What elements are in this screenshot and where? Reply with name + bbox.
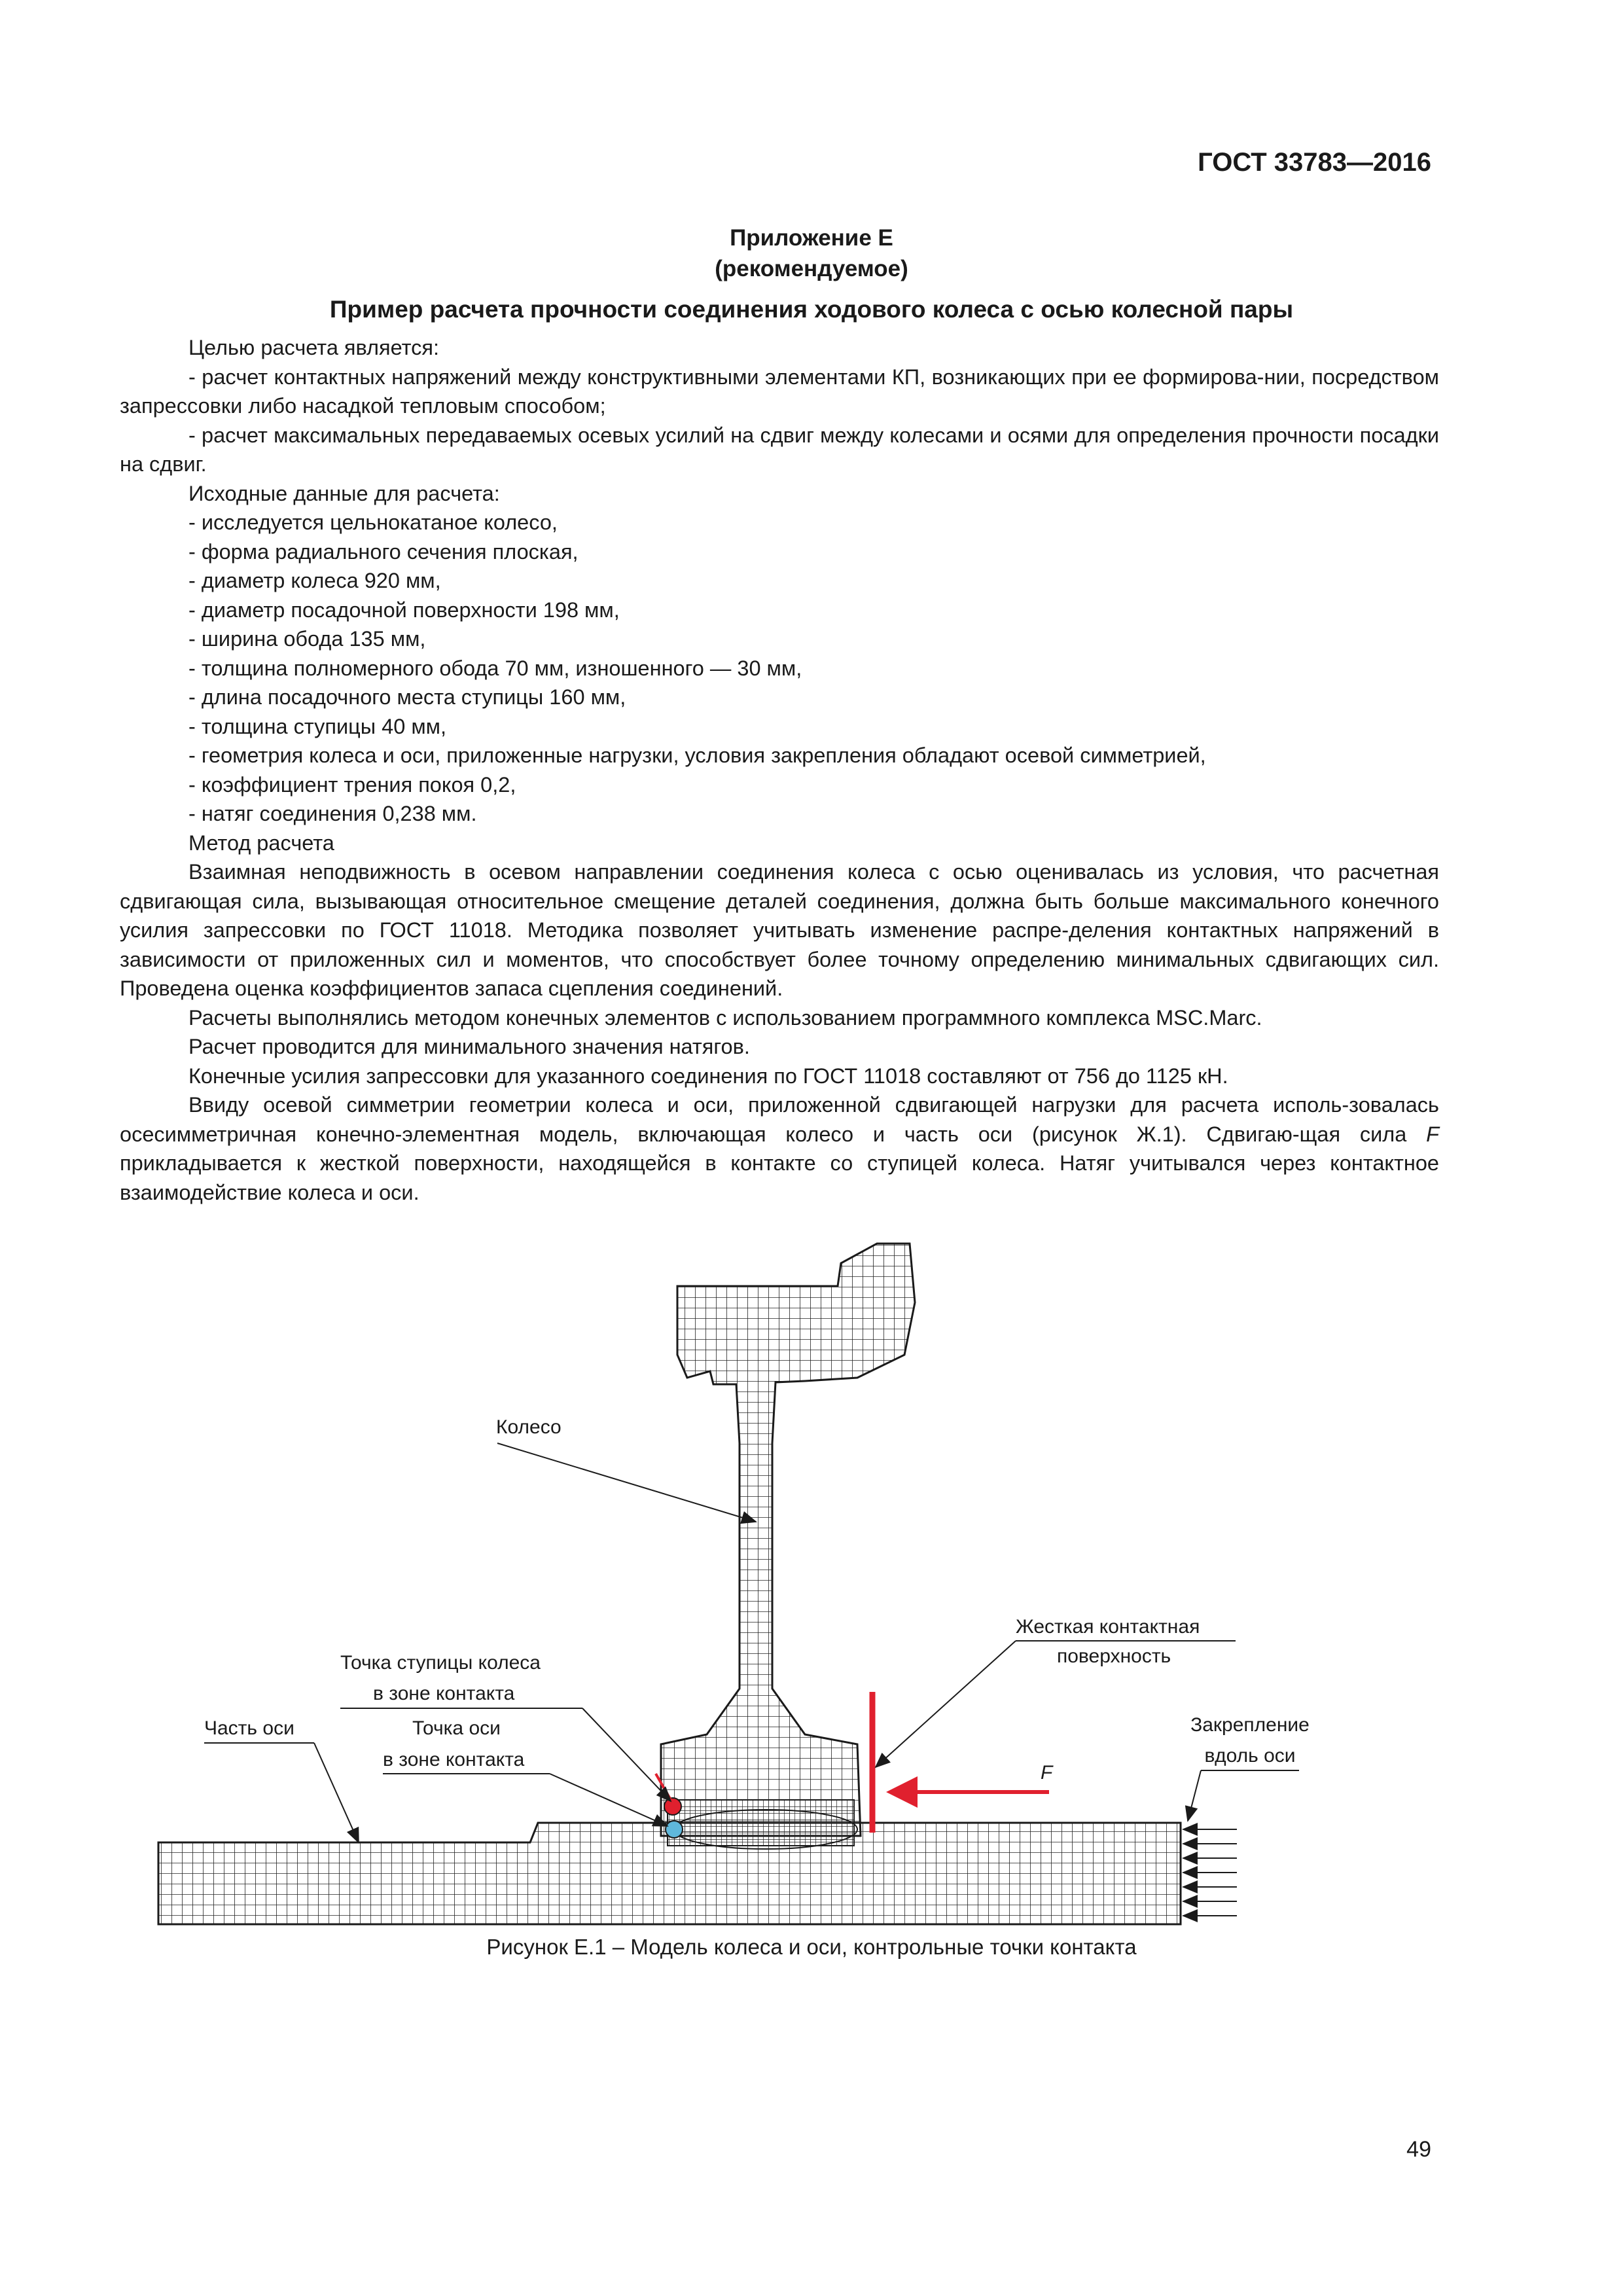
list-item: - диаметр колеса 920 мм,	[188, 569, 441, 592]
rigid-surface-label: поверхность	[1057, 1645, 1171, 1667]
fixation-label: вдоль оси	[1204, 1745, 1296, 1767]
list-item: - расчет контактных напряжений между конструктивными элементами КП, возникающих при ее формирова-нии, посредством запрессовки либо насадкой тепловым способом;	[120, 365, 1439, 418]
paragraph-part: Ввиду осевой симметрии геометрии колеса и оси, приложенной сдвигающей нагрузки для расчета исполь-зовалась осесимметричная конечно-элементная модель, включающая колесо и часть оси (рисунок Ж.1). Сдвигаю-щая сила	[120, 1093, 1439, 1146]
axle-point-label: Точка оси	[412, 1717, 501, 1739]
axle-point-label: в зоне контакта	[383, 1749, 525, 1770]
paragraph: Целью расчета является:	[188, 336, 440, 359]
wheel-mesh	[661, 1244, 915, 1836]
fixation-leader	[1188, 1770, 1201, 1821]
annex-status: (рекомендуемое)	[715, 256, 908, 281]
list-item: - натяг соединения 0,238 мм.	[188, 802, 477, 825]
hub-contact-point	[664, 1798, 681, 1815]
body-text	[120, 333, 1439, 1207]
list-item: - толщина полномерного обода 70 мм, изношенного — 30 мм,	[188, 656, 802, 680]
list-item: - геометрия колеса и оси, приложенные нагрузки, условия закрепления обладают осевой симметрией,	[188, 744, 1206, 767]
paragraph	[120, 1090, 1439, 1207]
axle-contact-point	[666, 1821, 683, 1838]
rigid-surface-label: Жесткая контактная	[1016, 1616, 1200, 1638]
list-item: - ширина обода 135 мм,	[188, 627, 426, 651]
list-item: - диаметр посадочной поверхности 198 мм,	[188, 598, 620, 622]
rigid-surface-leader	[876, 1641, 1016, 1767]
wheel-label: Колесо	[496, 1416, 562, 1438]
contact-zone-mesh	[668, 1800, 854, 1846]
hub-point-label: Точка ступицы колеса	[340, 1652, 541, 1674]
force-label: F	[1041, 1762, 1053, 1784]
wheel-leader	[497, 1443, 756, 1522]
annex-title: Приложение Е	[730, 225, 893, 251]
list-item: - коэффициент трения покоя 0,2,	[188, 772, 516, 797]
fixation-arrows	[1183, 1829, 1237, 1916]
list-item: - форма радиального сечения плоская,	[188, 539, 579, 564]
paragraph: Расчет проводится для минимального значения натягов.	[188, 1035, 750, 1058]
force-symbol: F	[1426, 1122, 1439, 1146]
paragraph: Исходные данные для расчета:	[188, 481, 500, 505]
fixation-label: Закрепление	[1190, 1714, 1310, 1736]
list-item: - расчет максимальных передаваемых осевых усилий на сдвиг между колесами и осями для определения прочности посадки на сдвиг.	[120, 423, 1439, 476]
paragraph: Взаимная неподвижность в осевом направлении соединения колеса с осью оценивалась из условия, что расчетная сдвигающая сила, вызывающая относительное смещение деталей соединения, должна быть больше максимального конечного усилия запрессовки по ГОСТ 11018. Методика позволяет учитывать изменение распре-деления контактных напряжений в зависимости от приложенных сил и моментов, что способствует более точному определению минимальных сдвигающих сил. Проведена оценка коэффициентов запаса сцепления соединений.	[120, 860, 1439, 1000]
figure-caption: Рисунок Е.1 – Модель колеса и оси, контрольные точки контакта	[486, 1935, 1137, 1959]
axle-point-leader	[550, 1774, 668, 1826]
paragraph: Расчеты выполнялись методом конечных элементов с использованием программного комплекса MSC.Marc.	[188, 1005, 1262, 1030]
hub-point-label: в зоне контакта	[373, 1683, 515, 1704]
wheel-axle-figure	[151, 1224, 1310, 1924]
hub-point-leader	[582, 1708, 671, 1801]
paragraph-part: прикладывается к жесткой поверхности, находящейся в контакте со ступицей колеса. Натяг учитывался через контактное взаимодействие колеса и оси.	[120, 1151, 1439, 1204]
axle-part-label: Часть оси	[204, 1717, 294, 1739]
list-item: - толщина ступицы 40 мм,	[188, 714, 447, 738]
list-item: - длина посадочного места ступицы 160 мм,	[188, 685, 626, 709]
page-number: 49	[1406, 2137, 1431, 2162]
standard-designation: ГОСТ 33783—2016	[1198, 148, 1431, 177]
paragraph: Конечные усилия запрессовки для указанного соединения по ГОСТ 11018 составляют от 756 до 1125 кН.	[188, 1064, 1228, 1088]
annex-heading	[0, 223, 1623, 284]
list-item: - исследуется цельнокатаное колесо,	[188, 511, 558, 534]
axle-part-leader	[314, 1743, 359, 1842]
paragraph: Метод расчета	[188, 831, 334, 855]
document-title: Пример расчета прочности соединения ходового колеса с осью колесной пары	[329, 296, 1294, 323]
